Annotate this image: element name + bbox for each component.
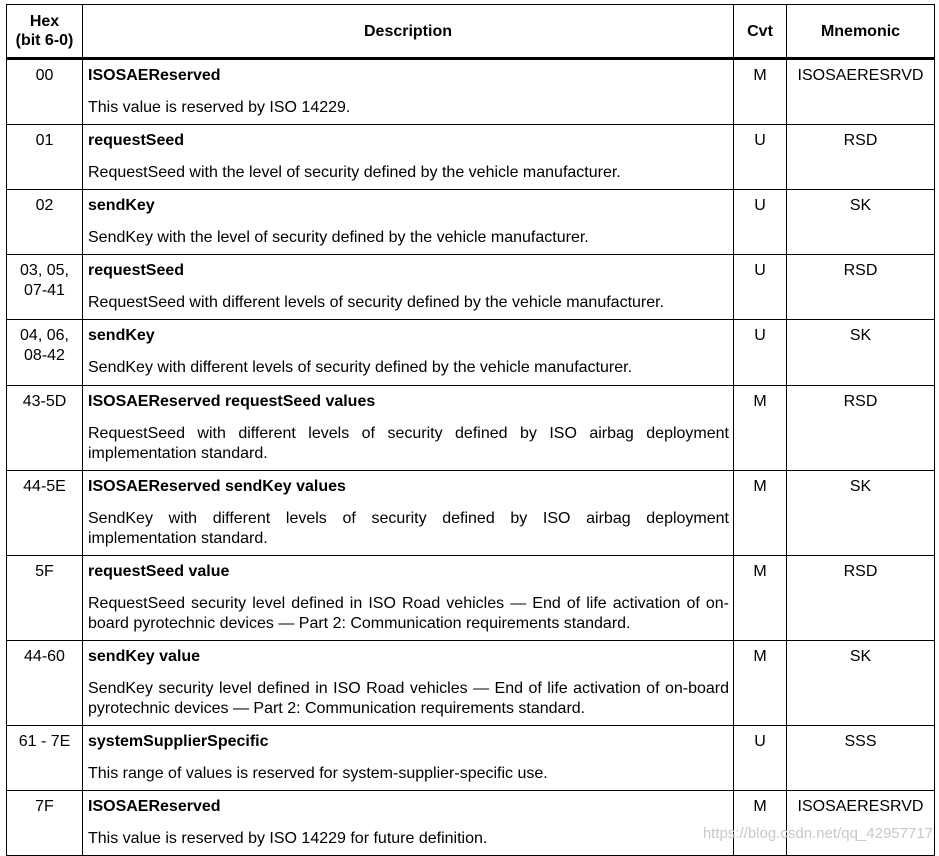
hex-cell: 44-5E: [7, 471, 83, 556]
row-title: requestSeed: [88, 262, 185, 279]
hex-cell: 7F: [7, 791, 83, 856]
description-cell: [83, 641, 734, 726]
description-cell: [83, 471, 734, 556]
description-cell: [83, 386, 734, 471]
description-cell: [83, 791, 734, 856]
header-cvt: Cvt: [734, 5, 787, 59]
row-title: ISOSAEReserved: [88, 798, 221, 815]
cvt-cell: M: [734, 386, 787, 471]
row-title: requestSeed: [88, 132, 185, 149]
mnemonic-cell: RSD: [787, 255, 935, 320]
mnemonic-cell: SK: [787, 471, 935, 556]
description-cell: [83, 59, 734, 125]
hex-cell: [7, 255, 83, 320]
table-row: [7, 641, 935, 726]
row-text: This range of values is reserved for system-supplier-specific use.: [88, 765, 548, 782]
row-text: SendKey with different levels of security defined by the vehicle manufacturer.: [88, 359, 633, 376]
hex-cell: 61 - 7E: [7, 726, 83, 791]
mnemonic-cell: ISOSAERESRVD: [787, 59, 935, 125]
hex-value: 04, 06, 08-42: [20, 327, 69, 364]
mnemonic-cell: RSD: [787, 386, 935, 471]
mnemonic-cell: SK: [787, 641, 935, 726]
watermark: https://blog.csdn.net/qq_42957717: [702, 825, 933, 842]
cvt-cell: U: [734, 255, 787, 320]
table-row: [7, 726, 935, 791]
cvt-cell: M: [734, 471, 787, 556]
cvt-cell: U: [734, 726, 787, 791]
mnemonic-cell: SK: [787, 190, 935, 255]
description-cell: [83, 320, 734, 386]
header-hex-line2: (bit 6-0): [15, 32, 74, 49]
row-title: ISOSAEReserved requestSeed values: [88, 393, 376, 410]
table-row: [7, 386, 935, 471]
mnemonic-cell: SK: [787, 320, 935, 386]
table-row: [7, 556, 935, 641]
hex-cell: 01: [7, 125, 83, 190]
table-header: [7, 5, 935, 59]
mnemonic-cell: SSS: [787, 726, 935, 791]
header-row: [7, 5, 935, 59]
security-access-table: [6, 4, 935, 856]
description-cell: [83, 726, 734, 791]
row-title: systemSupplierSpecific: [88, 733, 269, 750]
table-row: [7, 255, 935, 320]
cvt-cell: U: [734, 190, 787, 255]
header-hex-line1: Hex: [29, 13, 60, 30]
hex-cell: 02: [7, 190, 83, 255]
row-text: SendKey with the level of security defined by the vehicle manufacturer.: [88, 229, 589, 246]
row-text: SendKey with different levels of security defined by ISO airbag deployment implementation standard.: [88, 510, 729, 547]
header-hex: [7, 5, 83, 59]
header-description: Description: [83, 5, 734, 59]
hex-cell: 5F: [7, 556, 83, 641]
table-row: [7, 125, 935, 190]
hex-value: 03, 05, 07-41: [20, 262, 69, 299]
table-row: [7, 59, 935, 125]
cvt-cell: M: [734, 59, 787, 125]
table-row: [7, 190, 935, 255]
hex-cell: [7, 320, 83, 386]
table-body: [7, 59, 935, 856]
description-cell: [83, 255, 734, 320]
table-row: [7, 320, 935, 386]
cvt-cell: M: [734, 791, 787, 856]
row-text: This value is reserved by ISO 14229 for future definition.: [88, 830, 488, 847]
row-text: RequestSeed with different levels of security defined by ISO airbag deployment implementation standard.: [88, 425, 729, 462]
mnemonic-cell: ISOSAERESRVD: [787, 791, 935, 856]
cvt-cell: U: [734, 320, 787, 386]
row-text: RequestSeed security level defined in ISO Road vehicles — End of life activation of on-board pyrotechnic devices — Part 2: Communication requirements standard.: [88, 595, 729, 632]
hex-cell: 43-5D: [7, 386, 83, 471]
row-title: ISOSAEReserved sendKey values: [88, 478, 346, 495]
description-cell: [83, 125, 734, 190]
row-text: This value is reserved by ISO 14229.: [88, 99, 351, 116]
row-text: RequestSeed with the level of security defined by the vehicle manufacturer.: [88, 164, 621, 181]
row-title: sendKey value: [88, 648, 201, 665]
hex-cell: 44-60: [7, 641, 83, 726]
description-cell: [83, 556, 734, 641]
cvt-cell: M: [734, 641, 787, 726]
row-text: SendKey security level defined in ISO Road vehicles — End of life activation of on-board pyrotechnic devices — Part 2: Communication requirements standard.: [88, 680, 729, 717]
row-title: sendKey: [88, 327, 155, 344]
row-text: RequestSeed with different levels of security defined by the vehicle manufacturer.: [88, 294, 665, 311]
row-title: ISOSAEReserved: [88, 67, 221, 84]
table-row: [7, 791, 935, 856]
row-title: sendKey: [88, 197, 155, 214]
mnemonic-cell: RSD: [787, 556, 935, 641]
header-mnemonic: Mnemonic: [787, 5, 935, 59]
table-row: [7, 471, 935, 556]
cvt-cell: U: [734, 125, 787, 190]
hex-cell: 00: [7, 59, 83, 125]
cvt-cell: M: [734, 556, 787, 641]
mnemonic-cell: RSD: [787, 125, 935, 190]
description-cell: [83, 190, 734, 255]
row-title: requestSeed value: [88, 563, 230, 580]
